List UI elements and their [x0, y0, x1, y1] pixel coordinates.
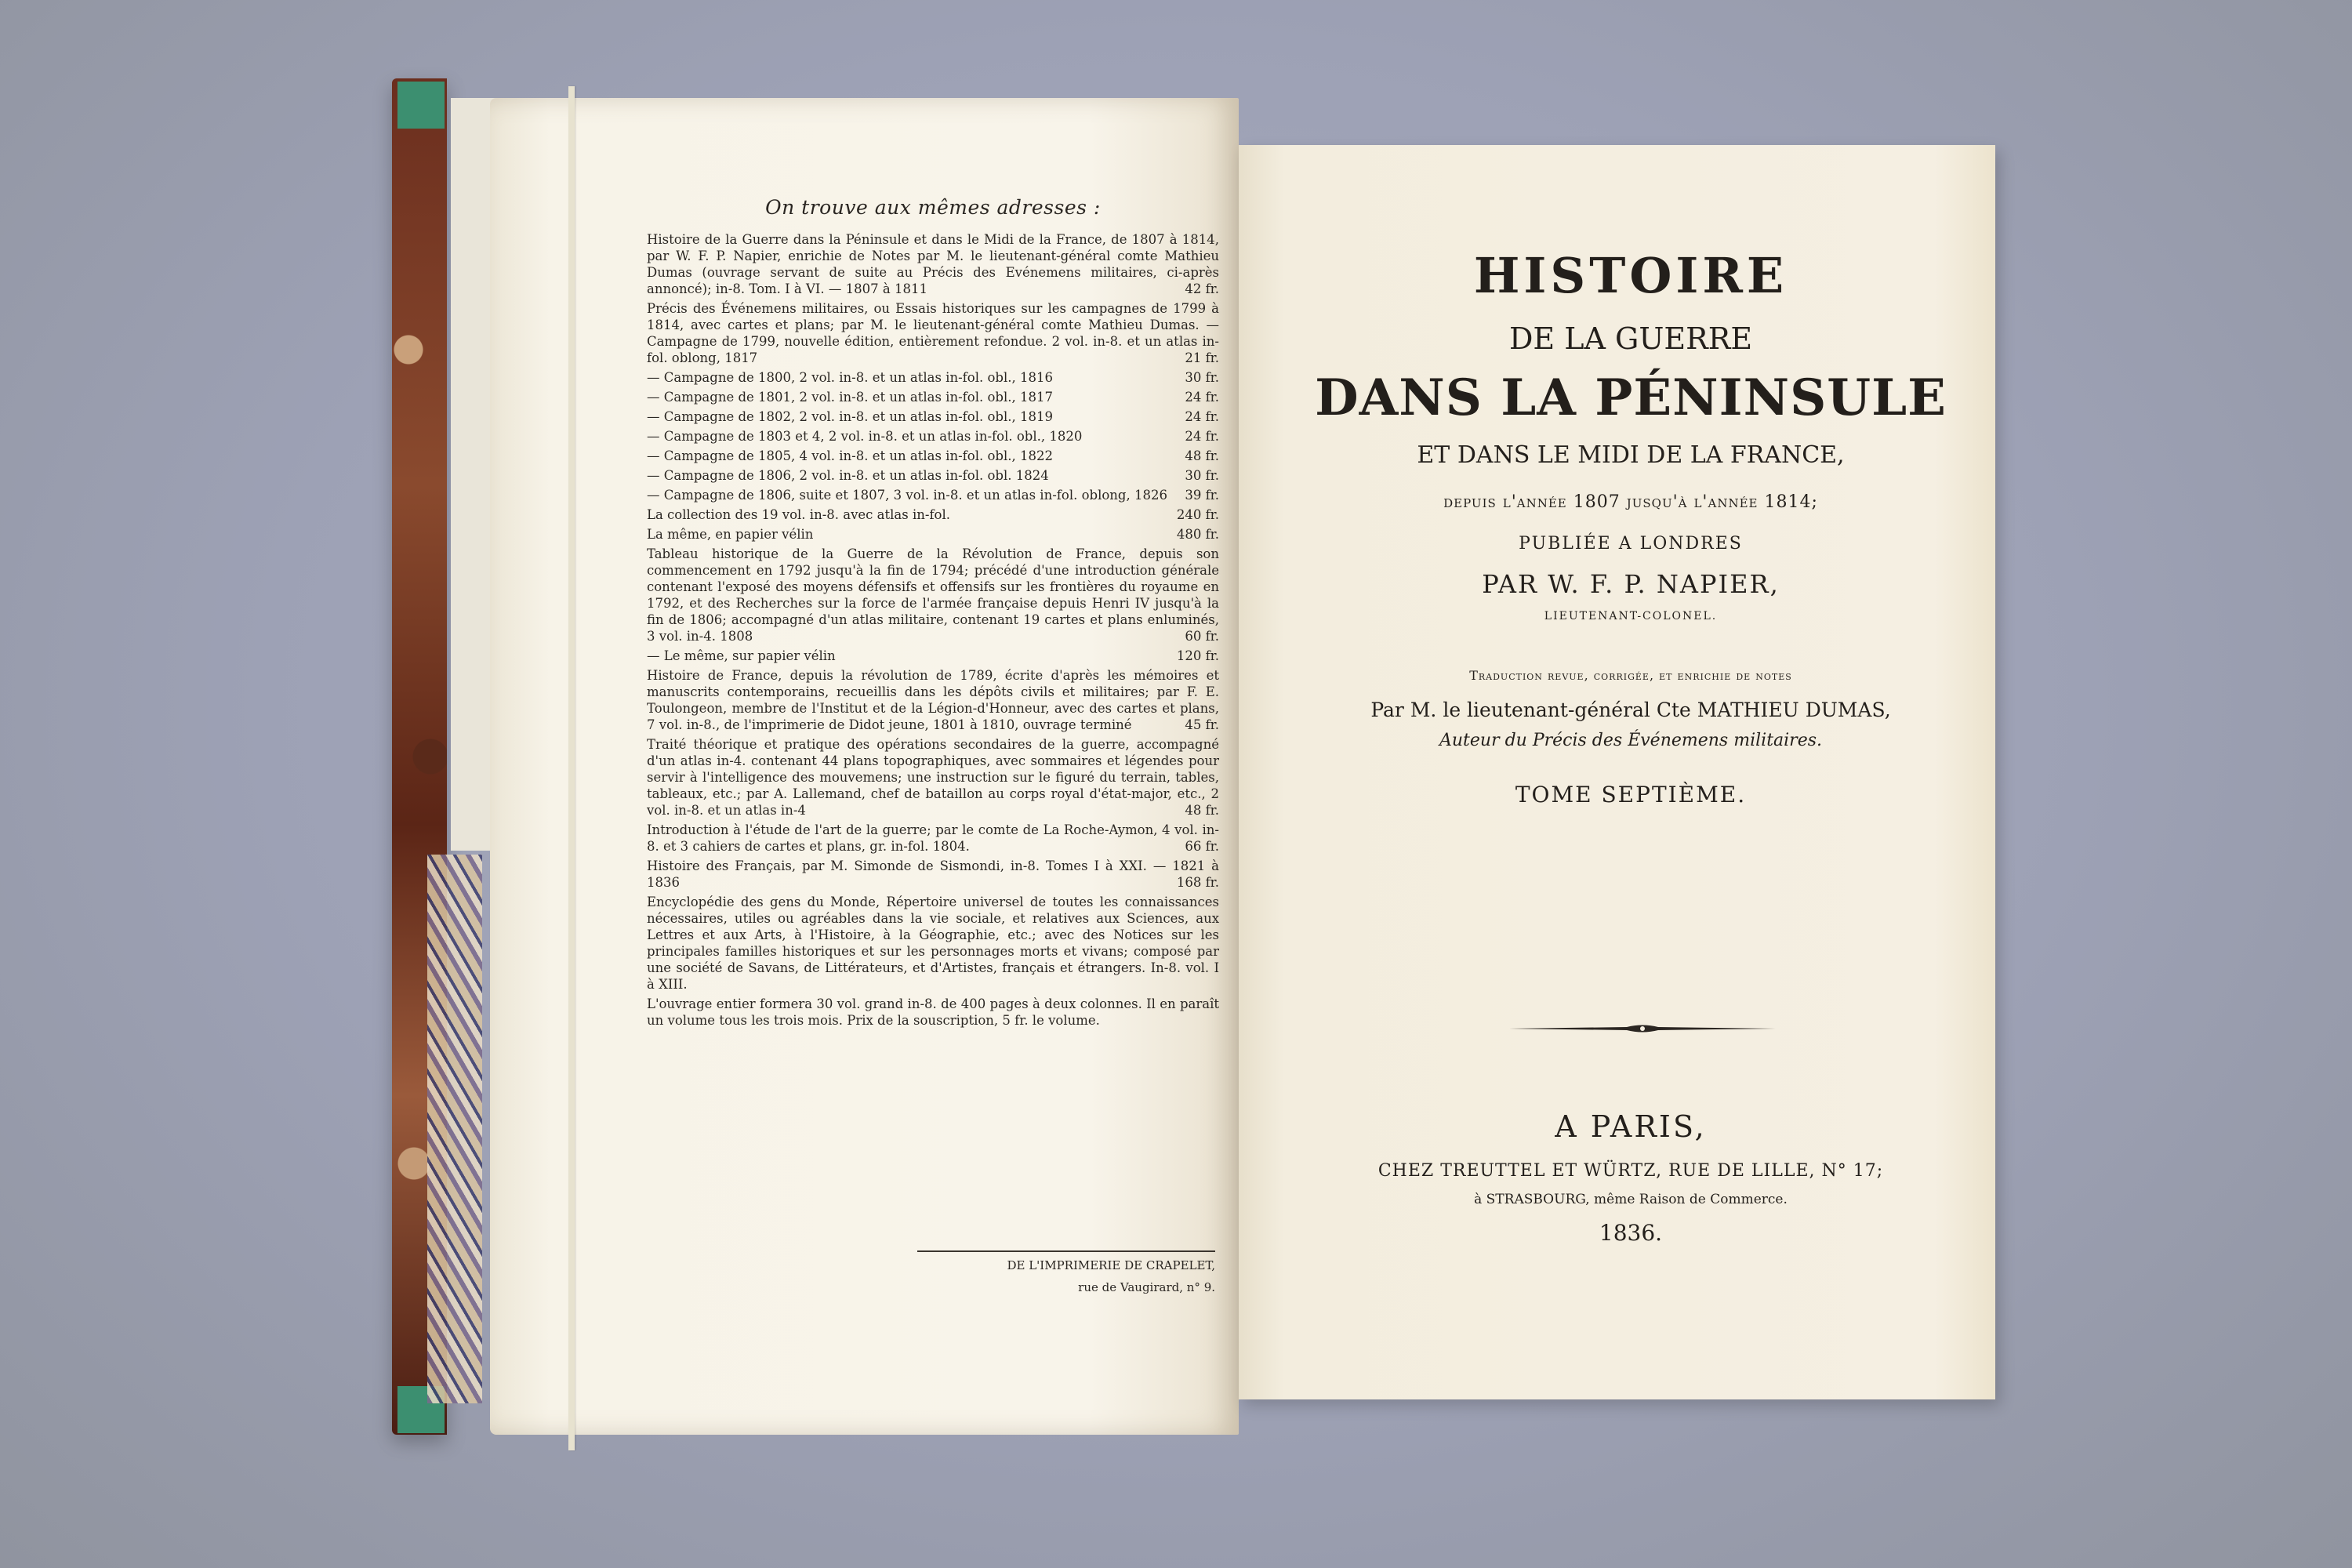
- catalogue-entry-price: 240 fr.: [1176, 507, 1219, 522]
- catalogue-entry-text: — Campagne de 1802, 2 vol. in-8. et un atlas in-fol. obl., 1819: [647, 409, 1053, 424]
- title-block: [1286, 247, 1976, 808]
- catalogue-entry-price: 480 fr.: [1176, 527, 1219, 542]
- catalogue-entry-price: 30 fr.: [1185, 468, 1219, 483]
- ornament-rule: [1509, 1023, 1776, 1034]
- catalogue-entry-price: 168 fr.: [1176, 875, 1219, 890]
- catalogue-entry: [647, 389, 1219, 405]
- title-translator-note: Auteur du Précis des Événemens militaires.: [1439, 731, 1823, 750]
- catalogue-entry-text: — Campagne de 1806, suite et 1807, 3 vol. in-8. et un atlas in-fol. oblong, 1826: [647, 488, 1167, 503]
- catalogue-entry-text: La même, en papier vélin: [647, 527, 814, 542]
- imprint-line-1: DE L'IMPRIMERIE DE CRAPELET,: [1007, 1258, 1215, 1272]
- catalogue-entry: [647, 369, 1219, 386]
- catalogue-entry-price: 42 fr.: [1185, 281, 1219, 296]
- catalogue-entry-price: 21 fr.: [1185, 350, 1219, 365]
- title-author: PAR W. F. P. NAPIER,: [1482, 569, 1780, 599]
- catalogue-entry: [647, 408, 1219, 425]
- catalogue-entry-text: — Campagne de 1800, 2 vol. in-8. et un atlas in-fol. obl., 1816: [647, 370, 1053, 385]
- catalogue-entry-price: 48 fr.: [1185, 803, 1219, 818]
- catalogue-entry: [647, 546, 1219, 644]
- catalogue-entry: [647, 428, 1219, 445]
- catalogue-entry-price: 24 fr.: [1185, 429, 1219, 444]
- title-peninsule: DANS LA PÉNINSULE: [1315, 368, 1947, 427]
- publication-year: 1836.: [1599, 1220, 1663, 1246]
- catalogue-entry-text: L'ouvrage entier formera 30 vol. grand in-8. de 400 pages à deux colonnes. Il en paraît un volume tous les trois mois. Prix de la souscription, 5 fr. le volume.: [647, 996, 1219, 1028]
- catalogue-entry-text: Histoire de la Guerre dans la Péninsule et dans le Midi de la France, de 1807 à 1814, par W. F. P. Napier, enrichie de Notes par M. le lieutenant-général comte Mathieu Dumas (ouvrage servant de suite au Précis des Evénemens militaires, ci-après annoncé); in-8. Tom. I à VI. — 1807 à 1811: [647, 232, 1219, 296]
- catalogue-entry-text: Traité théorique et pratique des opérations secondaires de la guerre, accompagné d'un atlas in-4. contenant 44 plans topographiques, avec sommaires et légendes pour servir à l'intelligence des mouvemens; une instruction sur le figuré du terrain, tables, tableaux, etc.; par A. Lallemand, chef de bataillon au corps royal d'état-major, etc., 2 vol. in-8. et un atlas in-4: [647, 737, 1219, 818]
- catalogue-entry-text: — Campagne de 1805, 4 vol. in-8. et un atlas in-fol. obl., 1822: [647, 448, 1053, 463]
- catalogue-entry-price: 30 fr.: [1185, 370, 1219, 385]
- catalogue-entry: [647, 736, 1219, 818]
- bookmark-ribbon: [568, 86, 575, 1450]
- publisher-address: CHEZ TREUTTEL ET WÜRTZ, RUE DE LILLE, N° 17;: [1377, 1161, 1884, 1181]
- printer-imprint: [917, 1250, 1215, 1294]
- publisher-block: [1286, 1109, 1976, 1246]
- title-histoire: HISTOIRE: [1473, 247, 1788, 304]
- imprint-line-2: rue de Vaugirard, n° 9.: [1078, 1280, 1215, 1294]
- catalogue-entry-price: 66 fr.: [1185, 839, 1219, 854]
- title-dates: depuis l'année 1807 jusqu'à l'année 1814;: [1443, 492, 1818, 512]
- catalogue-entry: [647, 648, 1219, 664]
- catalogue-entry: [647, 231, 1219, 297]
- publisher-city: A PARIS,: [1555, 1109, 1707, 1144]
- catalogue-entry: [647, 858, 1219, 891]
- catalogue-entry-text: — Campagne de 1803 et 4, 2 vol. in-8. et un atlas in-fol. obl., 1820: [647, 429, 1083, 444]
- title-midi: ET DANS LE MIDI DE LA FRANCE,: [1417, 441, 1845, 469]
- catalogue-entry: [647, 448, 1219, 464]
- catalogue-entry-price: 48 fr.: [1185, 448, 1219, 463]
- catalogue-entry: [647, 894, 1219, 993]
- catalogue-entry-price: 120 fr.: [1176, 648, 1219, 663]
- title-traduction: Traduction revue, corrigée, et enrichie de notes: [1469, 668, 1792, 683]
- catalogue-entry: [647, 506, 1219, 523]
- catalogue-entry: [647, 667, 1219, 733]
- title-author-rank: LIEUTENANT-COLONEL.: [1544, 610, 1718, 622]
- catalogue-entry-price: 60 fr.: [1185, 629, 1219, 644]
- catalogue-entry-price: 24 fr.: [1185, 390, 1219, 405]
- catalogue-entry-text: — Campagne de 1801, 2 vol. in-8. et un atlas in-fol. obl., 1817: [647, 390, 1053, 405]
- catalogue-entry-text: Encyclopédie des gens du Monde, Répertoire universel de toutes les connaissances nécessaires, utiles ou agréables dans la vie sociale, et relatives aux Sciences, aux Lettres et aux Arts, à l'Histoire, à la Géographie, etc.; avec des Notices sur les principales familles historiques et sur les personnages morts et vivans; composé par une société de Savans, de Littérateurs, et d'Artistes, français et étrangers. In-8. vol. I à XIII.: [647, 895, 1219, 992]
- title-publiee: PUBLIÉE A LONDRES: [1519, 534, 1743, 554]
- catalogue-entries: [647, 231, 1219, 1029]
- catalogue-entry-text: Tableau historique de la Guerre de la Révolution de France, depuis son commencement en 1792 jusqu'à la fin de 1794; précédé d'une introduction générale contenant l'exposé des moyens défensifs et offensifs sur les frontières du royaume en 1792, et des Recherches sur la force de l'armée française depuis Henri IV jusqu'à la fin de 1806; accompagné d'un atlas militaire, contenant 19 cartes et plans enluminés, 3 vol. in-4. 1808: [647, 546, 1219, 644]
- catalogue-entry-text: La collection des 19 vol. in-8. avec atlas in-fol.: [647, 507, 951, 522]
- catalogue-entry-text: Histoire des Français, par M. Simonde de Sismondi, in-8. Tomes I à XXI. — 1821 à 1836: [647, 858, 1219, 890]
- catalogue-entry-price: 39 fr.: [1185, 488, 1219, 503]
- catalogue-entry: [647, 487, 1219, 503]
- catalogue-entry-text: Histoire de France, depuis la révolution de 1789, écrite d'après les mémoires et manuscrits contemporains, recueillis dans les dépôts civils et militaires; par F. E. Toulongeon, membre de l'Institut et de la Légion-d'Honneur, avec des cartes et plans, 7 vol. in-8., de l'imprimerie de Didot jeune, 1801 à 1810, ouvrage terminé: [647, 668, 1219, 732]
- cover-corner-top: [397, 82, 445, 129]
- publisher-branch: à STRASBOURG, même Raison de Commerce.: [1474, 1192, 1788, 1207]
- catalogue-entry: [647, 822, 1219, 855]
- catalogue-entry-text: Introduction à l'étude de l'art de la guerre; par le comte de La Roche-Aymon, 4 vol. in-8. et 3 cahiers de cartes et plans, gr. in-fol. 1804.: [647, 822, 1219, 854]
- title-translator: Par M. le lieutenant-général Cte MATHIEU DUMAS,: [1370, 699, 1891, 721]
- catalogue-entry-text: Précis des Événemens militaires, ou Essais historiques sur les campagnes de 1799 à 1814, avec cartes et plans; par M. le lieutenant-général comte Mathieu Dumas. — Campagne de 1799, nouvelle édition, entièrement refondue. 2 vol. in-8. et un atlas in-fol. oblong, 1817: [647, 301, 1219, 365]
- catalogue-entry: [647, 300, 1219, 366]
- catalogue-entry: [647, 996, 1219, 1029]
- catalogue-entry-price: 45 fr.: [1185, 717, 1219, 732]
- catalogue-entry: [647, 467, 1219, 484]
- title-guerre: DE LA GUERRE: [1508, 321, 1753, 356]
- marbled-endpaper: [427, 855, 482, 1403]
- title-tome: TOME SEPTIÈME.: [1515, 782, 1747, 808]
- catalogue-text: [647, 196, 1219, 1032]
- catalogue-entry-price: 24 fr.: [1185, 409, 1219, 424]
- catalogue-entry-text: — Le même, sur papier vélin: [647, 648, 836, 663]
- catalogue-entry: [647, 526, 1219, 543]
- catalogue-entry-text: — Campagne de 1806, 2 vol. in-8. et un atlas in-fol. obl. 1824: [647, 468, 1049, 483]
- catalogue-heading: On trouve aux mêmes adresses :: [765, 196, 1101, 219]
